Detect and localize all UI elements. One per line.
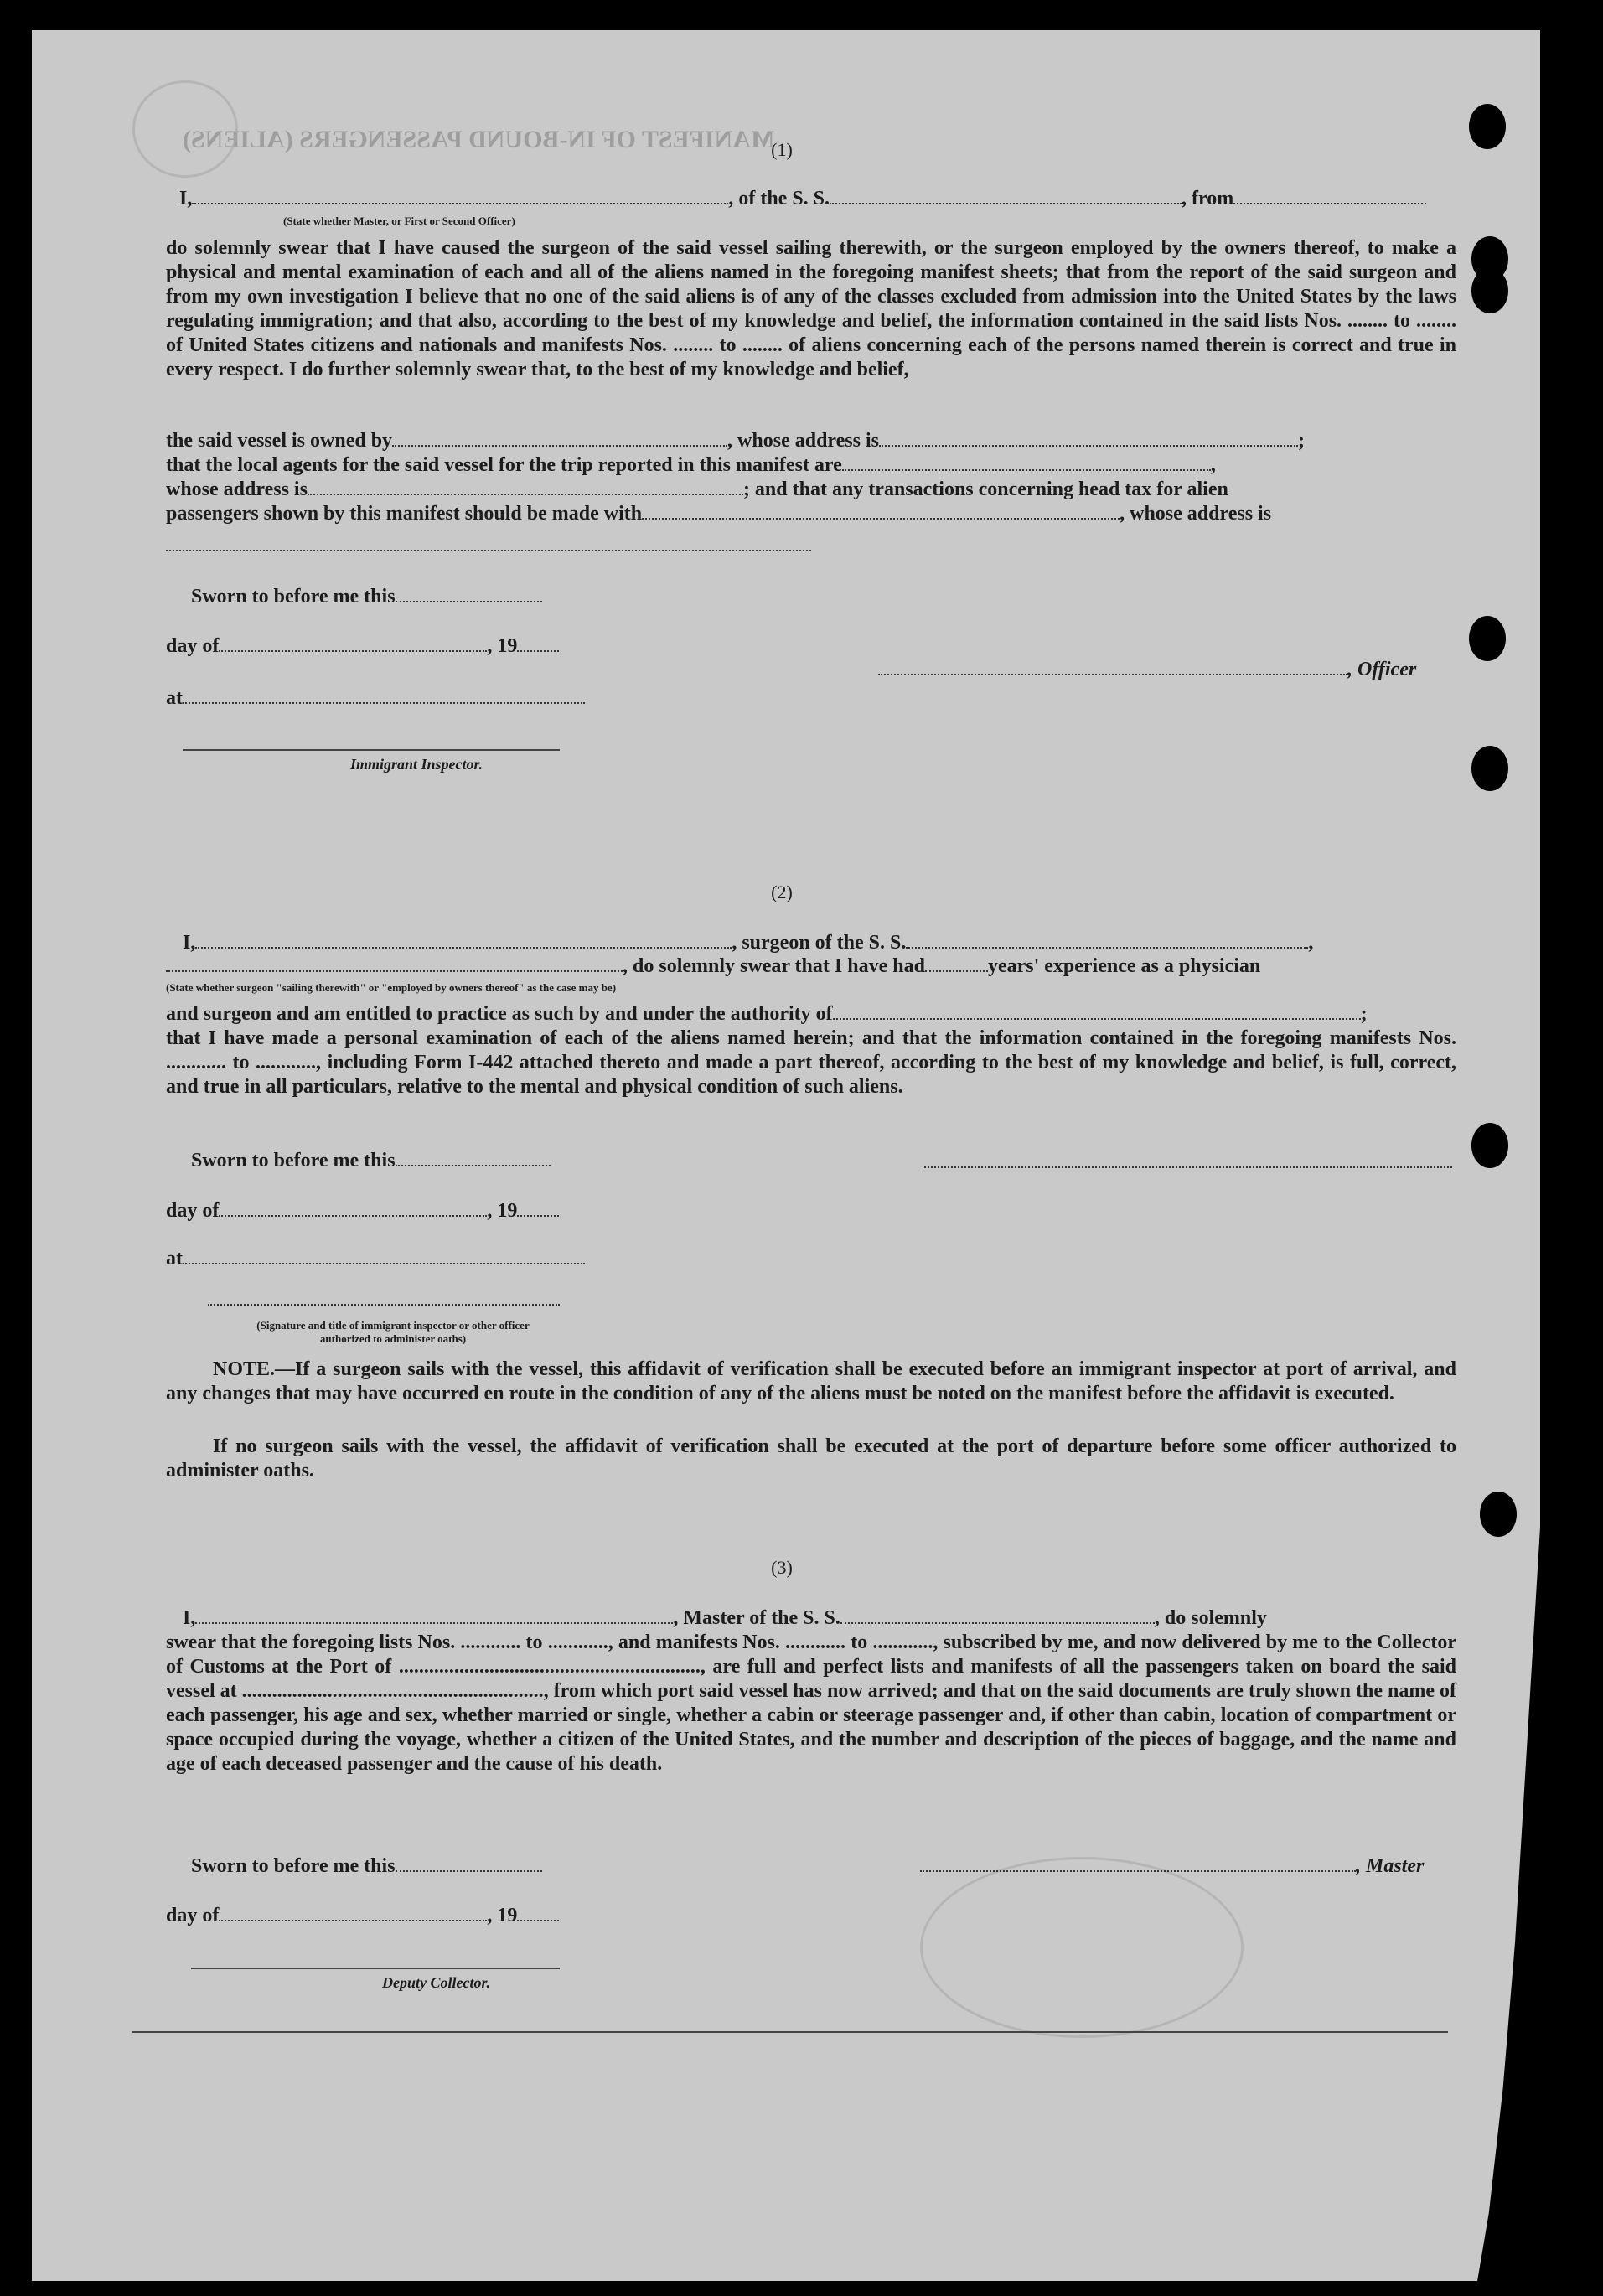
surgeon-vessel-field[interactable] bbox=[906, 932, 1308, 949]
document-page bbox=[32, 30, 1540, 2281]
punch-hole bbox=[1480, 1492, 1517, 1537]
place-field-1[interactable] bbox=[183, 687, 585, 704]
inspector-signature-line bbox=[183, 749, 560, 751]
punch-hole bbox=[1471, 746, 1508, 791]
signature-note: (Signature and title of immigrant inspector or other officer authorized to administer oaths) bbox=[256, 1319, 530, 1345]
officer-signature-line: , Officer bbox=[878, 659, 1416, 681]
inspector-caption: Immigrant Inspector. bbox=[350, 756, 483, 773]
punch-hole bbox=[1469, 104, 1506, 149]
year-field-3[interactable] bbox=[517, 1905, 559, 1921]
month-field-2[interactable] bbox=[219, 1200, 487, 1217]
agents-address-field[interactable] bbox=[308, 478, 743, 495]
section-2-line-1: I, , surgeon of the S. S. , bbox=[183, 932, 1314, 954]
passengers-line: passengers shown by this manifest should be made with , whose address is bbox=[166, 503, 1272, 525]
i-label: I, bbox=[179, 188, 193, 209]
surgeon-name-field[interactable] bbox=[195, 932, 732, 949]
officer-signature-field[interactable] bbox=[878, 659, 1347, 675]
at-line-1: at bbox=[166, 687, 585, 710]
collector-signature-line bbox=[191, 1968, 560, 1969]
vessel-name-field[interactable] bbox=[830, 188, 1182, 204]
bleed-through-seal-bottom bbox=[920, 1857, 1244, 2038]
sworn-day-field-1[interactable] bbox=[396, 586, 542, 602]
sworn-day-field-2[interactable] bbox=[396, 1150, 551, 1166]
collector-caption: Deputy Collector. bbox=[382, 1974, 490, 1991]
section-2-number: (2) bbox=[771, 882, 793, 902]
years-experience-field[interactable] bbox=[925, 955, 988, 972]
surgeon-signature-line bbox=[924, 1166, 1452, 1168]
master-vessel-field[interactable] bbox=[840, 1607, 1155, 1624]
punch-hole bbox=[1471, 1123, 1508, 1168]
master-name-field[interactable] bbox=[195, 1607, 673, 1624]
surgeon-note: (State whether surgeon "sailing therewith" or "employed by owners thereof" as the case may be) bbox=[166, 981, 617, 994]
section-3-number: (3) bbox=[771, 1557, 793, 1578]
master-signature-field[interactable] bbox=[920, 1855, 1356, 1872]
from-label: , from bbox=[1182, 188, 1234, 209]
owner-address-field[interactable] bbox=[879, 430, 1298, 447]
sworn-line-1: Sworn to before me this bbox=[191, 586, 542, 608]
authority-line: and surgeon and am entitled to practice as such by and under the authority of ; bbox=[166, 1003, 1368, 1025]
place-field-2[interactable] bbox=[183, 1248, 585, 1264]
section-1-line-1 bbox=[179, 188, 1426, 210]
day-of-line-1: day of , 19 bbox=[166, 635, 559, 658]
day-of-line-2: day of , 19 bbox=[166, 1200, 559, 1223]
master-signature-line: , Master bbox=[920, 1855, 1424, 1878]
section-3-line-1: I, , Master of the S. S. , do solemnly bbox=[183, 1607, 1267, 1629]
continuation-line bbox=[166, 550, 811, 551]
year-field-2[interactable] bbox=[517, 1200, 559, 1217]
agents-field[interactable] bbox=[842, 454, 1211, 471]
note-label: NOTE. bbox=[213, 1358, 276, 1380]
bleed-through-seal-top bbox=[132, 80, 238, 178]
month-field-1[interactable] bbox=[219, 635, 487, 652]
of-ss-label: , of the S. S. bbox=[728, 188, 830, 209]
owner-field[interactable] bbox=[392, 430, 727, 447]
sworn-day-field-3[interactable] bbox=[396, 1855, 542, 1872]
section-1-number: (1) bbox=[771, 139, 793, 160]
bleed-through-title: MANIFEST OF IN-BOUND PASSENGERS (ALIENS) bbox=[183, 126, 775, 153]
surgeon-status-field[interactable] bbox=[166, 955, 623, 972]
note-2: If no surgeon sails with the vessel, the affidavit of verification shall be executed at the port of departure before some officer authorized to administer oaths. bbox=[166, 1435, 1456, 1482]
at-line-2: at bbox=[166, 1248, 585, 1270]
agents-line: that the local agents for the said vessel for the trip reported in this manifest are , bbox=[166, 454, 1216, 476]
bottom-rule bbox=[132, 2031, 1448, 2033]
administrator-signature-line bbox=[208, 1304, 560, 1306]
section-3-body: swear that the foregoing lists Nos. ............ to ............, and manifests Nos. ............ to ............, subscribed by me, and now delivered by me to the Collector of Customs at the Port of ............................................................, are full and perfect lists and manifests of all the passengers taken on board the said vessel at ............................................................, from which port said vessel has now arrived; and that on the said documents are truly shown the name of each passenger, his age and sex, whether married or single, whether a cabin or steerage passenger and, if other than cabin, location of compartment or space occupied during the voyage, whether a citizen of the United States, and the number and description of the pieces of baggage, and the name and age of each deceased passenger and the cause of his death. bbox=[166, 1632, 1456, 1775]
owned-line: the said vessel is owned by , whose address is ; bbox=[166, 430, 1305, 452]
officer-note: (State whether Master, or First or Second Officer) bbox=[283, 215, 515, 227]
authority-field[interactable] bbox=[833, 1003, 1361, 1020]
from-port-field[interactable] bbox=[1233, 188, 1426, 204]
note-1: NOTE.—If a surgeon sails with the vessel, this affidavit of verification shall be executed before an immigrant inspector at port of arrival, and any changes that may have occurred en route in the condition of any of the aliens must be noted on the manifest before the affidavit is executed. bbox=[166, 1358, 1456, 1404]
address-line: whose address is ; and that any transactions concerning head tax for alien bbox=[166, 478, 1228, 500]
punch-hole bbox=[1469, 616, 1506, 661]
section-1-body: do solemnly swear that I have caused the surgeon of the said vessel sailing therewith, or the surgeon employed by the owners thereof, to make a physical and mental examination of each and all of the aliens named in the foregoing manifest sheets; that from the report of the said surgeon and from my own investigation I believe that no one of the said aliens is of any of the classes excluded from admission into the United States by the laws regulating immigration; and that also, according to the best of my knowledge and belief, the information contained in the said lists Nos. ........ to ........ of United States citizens and nationals and manifests Nos. ........ to ........ of aliens concerning each of the persons named therein is correct and true in every respect. I do further solemnly swear that, to the best of my knowledge and belief, bbox=[166, 237, 1456, 380]
punch-hole bbox=[1471, 268, 1508, 313]
year-field-1[interactable] bbox=[517, 635, 559, 652]
head-tax-contact-field[interactable] bbox=[642, 503, 1120, 520]
section-2-body: that I have made a personal examination of each of the aliens named herein; and that the information contained in the foregoing manifests Nos. ............ to ............, including Form I-442 attached thereto and made a part thereof, according to the best of my knowledge and belief, is full, correct, and true in all particulars, relative to the mental and physical condition of such aliens. bbox=[166, 1027, 1456, 1098]
officer-name-field[interactable] bbox=[192, 188, 728, 204]
day-of-line-3: day of , 19 bbox=[166, 1905, 559, 1927]
sworn-line-2: Sworn to before me this bbox=[191, 1150, 551, 1172]
month-field-3[interactable] bbox=[219, 1905, 487, 1921]
sworn-line-3: Sworn to before me this bbox=[191, 1855, 542, 1878]
section-2-line-2: , do solemnly swear that I have had years' experience as a physician bbox=[166, 955, 1260, 978]
